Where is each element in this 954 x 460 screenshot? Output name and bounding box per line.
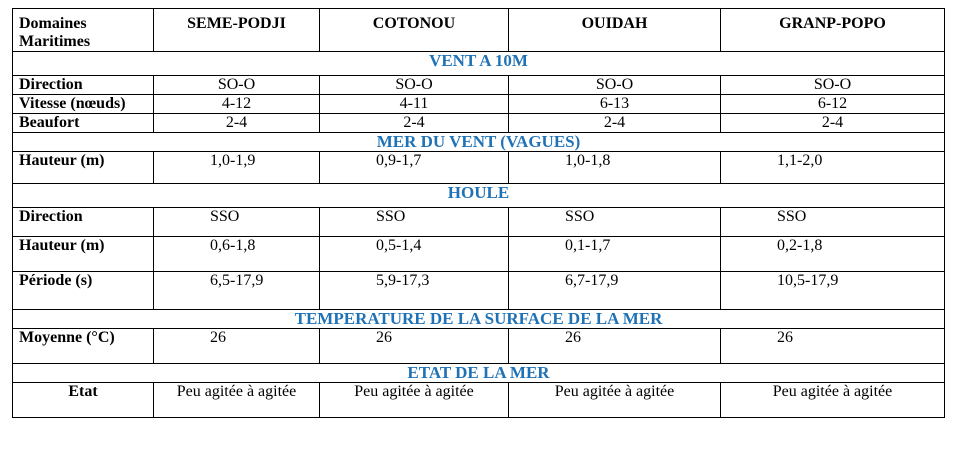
cell-value: SO-O (509, 76, 721, 95)
section-row-etat (13, 364, 945, 383)
sea-conditions-table (12, 8, 945, 418)
header-row (13, 9, 945, 52)
row-label: Direction (13, 208, 154, 237)
row-label: Hauteur (m) (13, 152, 154, 184)
section-title-houle: HOULE (13, 184, 945, 208)
city-header-cotonou: COTONOU (320, 9, 509, 52)
cell-value: 26 (154, 329, 320, 364)
cell-value: 0,9-1,7 (320, 152, 509, 184)
cell-value: SSO (320, 208, 509, 237)
section-title-vent: VENT A 10M (13, 52, 945, 76)
row-label: Hauteur (m) (13, 237, 154, 272)
cell-value: 4-12 (154, 95, 320, 114)
row-temperature-moyenne (13, 329, 945, 364)
cell-value: 6,5-17,9 (154, 272, 320, 310)
cell-value: 2-4 (509, 114, 721, 133)
cell-value: SO-O (721, 76, 945, 95)
cell-value: 1,1-2,0 (721, 152, 945, 184)
cell-value: Peu agitée à agitée (509, 383, 721, 418)
cell-value: 26 (509, 329, 721, 364)
city-header-granp-popo: GRANP-POPO (721, 9, 945, 52)
cell-value: SSO (509, 208, 721, 237)
cell-value: SO-O (154, 76, 320, 95)
section-row-temperature (13, 310, 945, 329)
cell-value: 6-13 (509, 95, 721, 114)
cell-value: 0,2-1,8 (721, 237, 945, 272)
cell-value: 1,0-1,9 (154, 152, 320, 184)
row-label: Vitesse (nœuds) (13, 95, 154, 114)
section-title-etat: ETAT DE LA MER (13, 364, 945, 383)
cell-value: SO-O (320, 76, 509, 95)
row-label: Période (s) (13, 272, 154, 310)
cell-value: 0,6-1,8 (154, 237, 320, 272)
section-title-mer-du-vent: MER DU VENT (VAGUES) (13, 133, 945, 152)
row-vent-direction (13, 76, 945, 95)
cell-value: 2-4 (721, 114, 945, 133)
row-label: Direction (13, 76, 154, 95)
cell-value: Peu agitée à agitée (320, 383, 509, 418)
row-etat (13, 383, 945, 418)
cell-value: 26 (320, 329, 509, 364)
city-header-ouidah: OUIDAH (509, 9, 721, 52)
cell-value: 0,5-1,4 (320, 237, 509, 272)
section-row-vent (13, 52, 945, 76)
city-header-seme-podji: SEME-PODJI (154, 9, 320, 52)
section-row-mer-du-vent (13, 133, 945, 152)
cell-value: 6-12 (721, 95, 945, 114)
row-vent-beaufort (13, 114, 945, 133)
section-title-temperature: TEMPERATURE DE LA SURFACE DE LA MER (13, 310, 945, 329)
section-row-houle (13, 184, 945, 208)
cell-value: SSO (721, 208, 945, 237)
cell-value: 4-11 (320, 95, 509, 114)
row-label: Etat (13, 383, 154, 418)
row-label: Moyenne (°C) (13, 329, 154, 364)
cell-value: 2-4 (154, 114, 320, 133)
cell-value: Peu agitée à agitée (721, 383, 945, 418)
cell-value: 2-4 (320, 114, 509, 133)
row-label: Beaufort (13, 114, 154, 133)
cell-value: 26 (721, 329, 945, 364)
cell-value: 0,1-1,7 (509, 237, 721, 272)
cell-value: Peu agitée à agitée (154, 383, 320, 418)
cell-value: 6,7-17,9 (509, 272, 721, 310)
cell-value: 5,9-17,3 (320, 272, 509, 310)
row-houle-direction (13, 208, 945, 237)
corner-header: Domaines Maritimes (13, 9, 154, 52)
row-vent-vitesse (13, 95, 945, 114)
row-houle-periode (13, 272, 945, 310)
row-mer-hauteur (13, 152, 945, 184)
row-houle-hauteur (13, 237, 945, 272)
cell-value: 10,5-17,9 (721, 272, 945, 310)
cell-value: 1,0-1,8 (509, 152, 721, 184)
cell-value: SSO (154, 208, 320, 237)
